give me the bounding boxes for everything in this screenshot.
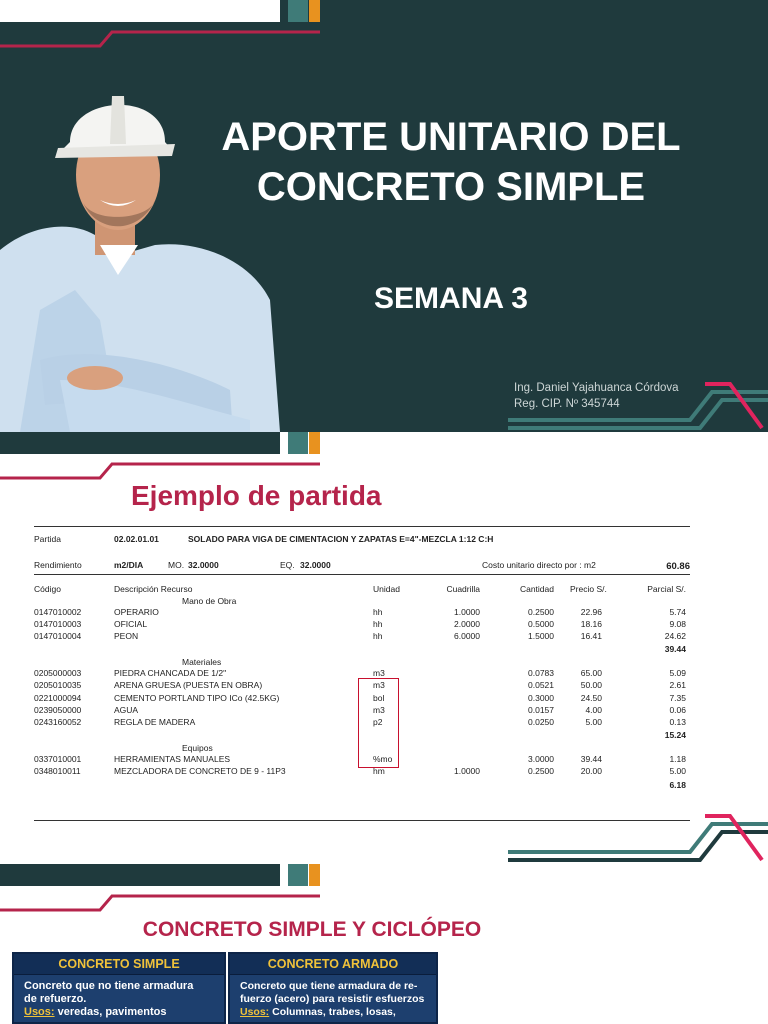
group-heading: Equipos — [182, 743, 213, 754]
table-cell: 0205010035 — [34, 680, 82, 691]
table-cell: 0.2500 — [528, 606, 554, 617]
table-cell: 5.00 — [585, 717, 602, 728]
card-uses — [24, 1006, 216, 1019]
table-cell: 1.0000 — [454, 766, 480, 777]
column-header: Precio S/. — [570, 584, 607, 594]
table-cell: 0.0521 — [528, 680, 554, 691]
author-name: Ing. Daniel Yajahuanca Córdova — [514, 382, 679, 394]
card-text-line: Concreto que no tiene armadura — [24, 980, 194, 992]
mo-label: MO. — [168, 560, 185, 570]
table-cell: 2.0000 — [454, 618, 480, 629]
table-cell: 24.50 — [580, 692, 602, 703]
table-cell: 0221000094 — [34, 692, 82, 703]
table-cell: 5.74 — [669, 606, 686, 617]
group-heading: Mano de Obra — [182, 596, 237, 606]
eq-label: EQ. — [280, 560, 295, 570]
table-cell: 39.44 — [580, 753, 602, 764]
costo-unitario-label: Costo unitario directo por : m2 — [482, 560, 596, 570]
table-cell: 5.09 — [669, 667, 686, 678]
card-uses — [240, 1006, 428, 1019]
table-cell: 0147010002 — [34, 606, 82, 617]
slide-title: CONCRETO SIMPLE Y CICLÓPEO — [142, 918, 482, 941]
column-header: Unidad — [373, 584, 400, 594]
table-cell: OPERARIO — [114, 606, 159, 617]
table-cell: 0.5000 — [528, 618, 554, 629]
table-cell: HERRAMIENTAS MANUALES — [114, 753, 231, 764]
table-rule-top — [34, 526, 690, 527]
table-cell: 0.0157 — [528, 704, 554, 715]
table-cell: 2.61 — [669, 680, 686, 691]
top-decor-lines — [0, 432, 768, 502]
author-registration: Reg. CIP. Nº 345744 — [514, 398, 620, 410]
column-header: Parcial S/. — [647, 584, 686, 594]
table-cell: 24.62 — [664, 631, 686, 642]
card-concreto-simple — [12, 952, 226, 1024]
table-cell: 7.35 — [669, 692, 686, 703]
uses-text: veredas, pavimentos — [54, 1006, 167, 1018]
group-subtotal: 15.24 — [664, 730, 686, 741]
slide-example — [0, 432, 768, 864]
card-body — [14, 975, 224, 1019]
table-cell: p2 — [373, 717, 383, 728]
column-header: Cantidad — [519, 584, 554, 594]
table-cell: PIEDRA CHANCADA DE 1/2" — [114, 667, 227, 678]
group-heading: Materiales — [182, 657, 222, 668]
table-cell: hh — [373, 631, 383, 642]
slide-cover — [0, 0, 768, 432]
table-cell: REGLA DE MADERA — [114, 717, 196, 728]
cover-title-line2: CONCRETO SIMPLE — [256, 165, 646, 209]
table-cell: 16.41 — [580, 631, 602, 642]
partida-description: SOLADO PARA VIGA DE CIMENTACION Y ZAPATAS E=4"-MEZCLA 1:12 C:H — [188, 534, 494, 544]
table-cell: 0337010001 — [34, 753, 82, 764]
uses-label: Usos: — [240, 1006, 270, 1018]
table-cell: 5.00 — [669, 766, 686, 777]
table-cell: m3 — [373, 667, 385, 678]
table-cell: 0.0250 — [528, 717, 554, 728]
table-cell: 0239050000 — [34, 704, 82, 715]
mo-value: 32.0000 — [188, 560, 219, 570]
column-header: Código — [34, 584, 61, 594]
table-cell: MEZCLADORA DE CONCRETO DE 9 - 11P3 — [114, 766, 286, 777]
card-text-line: fuerzo (acero) para resistir esfuerzos — [240, 993, 425, 1005]
cover-subtitle: SEMANA 3 — [374, 282, 528, 315]
table-cell: 0.0783 — [528, 667, 554, 678]
slide-concrete-types — [0, 864, 768, 1024]
cover-title — [196, 112, 706, 212]
table-cell: 0348010011 — [34, 766, 81, 777]
table-cell: 65.00 — [580, 667, 602, 678]
table-cell: 4.00 — [585, 704, 602, 715]
table-cell: 1.0000 — [454, 606, 480, 617]
costo-unitario-value: 60.86 — [666, 561, 690, 572]
table-cell: CEMENTO PORTLAND TIPO ICo (42.5KG) — [114, 692, 280, 703]
rendimiento-unit: m2/DIA — [114, 560, 144, 570]
table-cell: hm — [373, 766, 385, 777]
group-subtotal: 39.44 — [664, 644, 686, 655]
rendimiento-label: Rendimiento — [34, 560, 82, 570]
table-cell: ARENA GRUESA (PUESTA EN OBRA) — [114, 680, 263, 691]
table-cell: AGUA — [114, 704, 139, 715]
card-text-line: de refuerzo. — [24, 993, 87, 1005]
table-cell: 0.06 — [669, 704, 686, 715]
cover-title-line1: APORTE UNITARIO DEL — [221, 115, 681, 159]
group-subtotal: 6.18 — [669, 779, 686, 790]
table-cell: hh — [373, 618, 383, 629]
table-cell: 20.00 — [580, 766, 602, 777]
table-cell: bol — [373, 692, 385, 703]
table-cell: 0147010004 — [34, 631, 82, 642]
unit-highlight-box — [358, 678, 399, 768]
table-cell: 9.08 — [669, 618, 686, 629]
bottom-right-decor — [500, 812, 768, 864]
partida-code: 02.02.01.01 — [114, 534, 159, 544]
table-cell: OFICIAL — [114, 618, 148, 629]
table-cell: 0.13 — [669, 717, 686, 728]
table-cell: 18.16 — [580, 618, 602, 629]
table-cell: hh — [373, 606, 383, 617]
table-cell: m3 — [373, 680, 385, 691]
table-cell: 22.96 — [580, 606, 602, 617]
uses-label: Usos: — [24, 1006, 55, 1018]
card-text-line: Concreto que tiene armadura de re- — [240, 980, 418, 992]
table-cell: 0243160052 — [34, 717, 82, 728]
table-cell: 50.00 — [580, 680, 602, 691]
card-heading: CONCRETO SIMPLE — [14, 954, 224, 975]
column-header: Descripción Recurso — [114, 584, 193, 594]
table-cell: 0.2500 — [528, 766, 554, 777]
card-heading: CONCRETO ARMADO — [230, 954, 436, 975]
table-cell: 0147010003 — [34, 618, 82, 629]
table-cell: PEON — [114, 631, 139, 642]
table-cell: 3.0000 — [528, 753, 554, 764]
eq-value: 32.0000 — [300, 560, 331, 570]
card-body — [230, 975, 436, 1019]
column-header: Cuadrilla — [446, 584, 480, 594]
table-cell: %mo — [373, 753, 393, 764]
table-cell: 1.5000 — [528, 631, 554, 642]
table-cell: 0.3000 — [528, 692, 554, 703]
table-cell: 1.18 — [669, 753, 686, 764]
bottom-right-decor — [500, 380, 768, 432]
table-cell: m3 — [373, 704, 385, 715]
card-concreto-armado — [228, 952, 438, 1024]
uses-text: Columnas, trabes, losas, — [269, 1006, 396, 1018]
table-cell: 0205000003 — [34, 667, 82, 678]
partida-label: Partida — [34, 534, 61, 544]
table-cell: 6.0000 — [454, 631, 480, 642]
slide-title: Ejemplo de partida — [131, 480, 382, 511]
table-rule-header — [34, 574, 690, 575]
